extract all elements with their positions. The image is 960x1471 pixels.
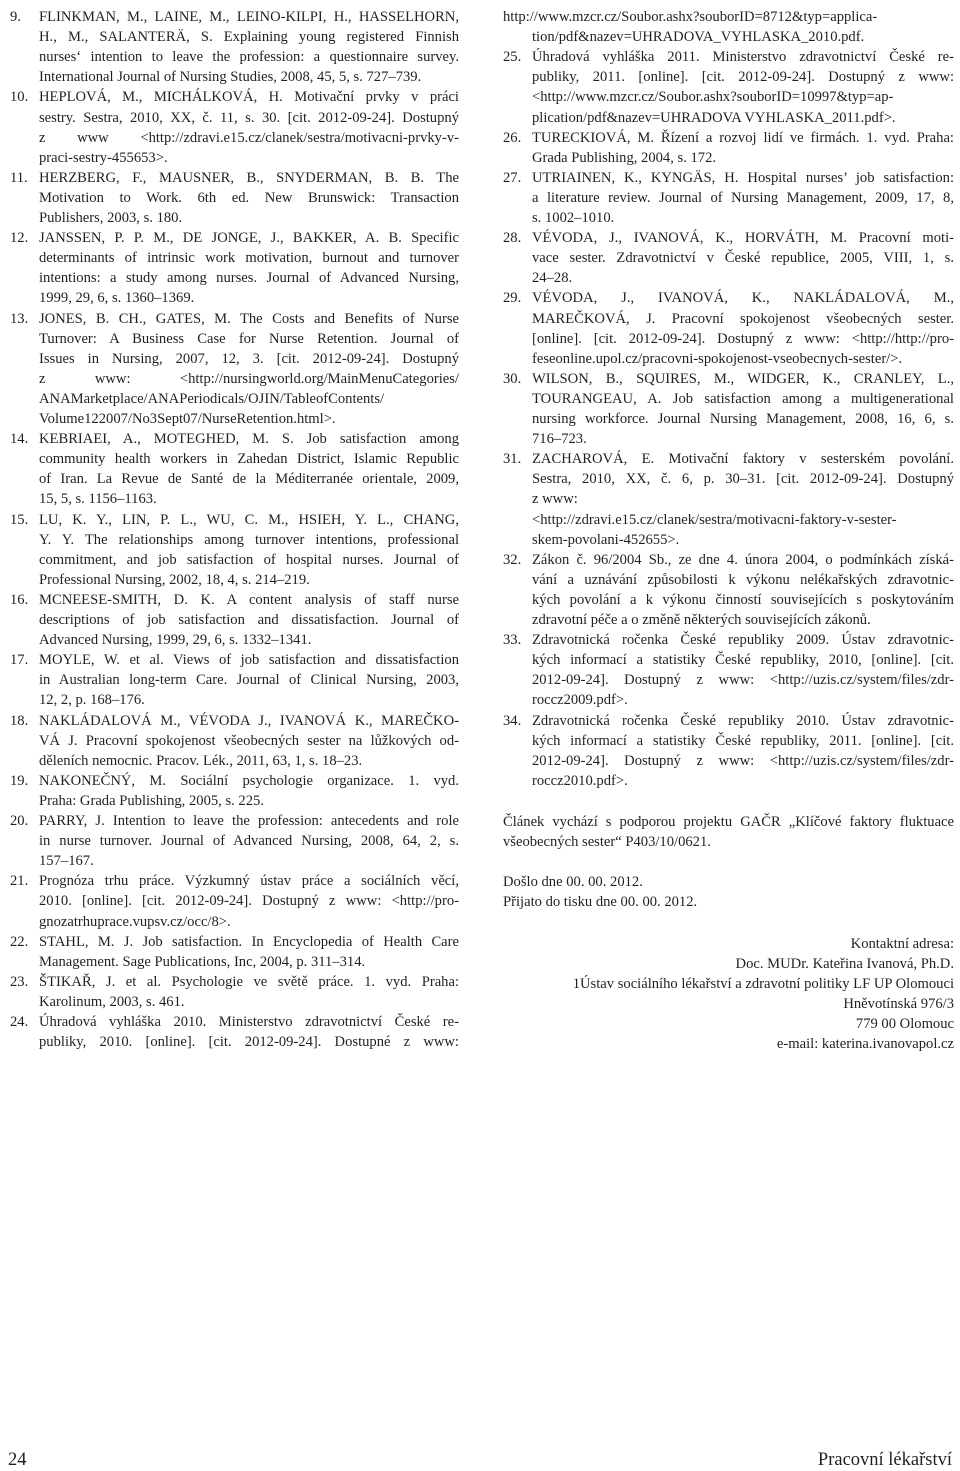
reference-line [503,168,954,188]
reference-text: ŠTIKAŘ, J. et al. Psychologie ve světě práce. 1. vyd. Praha: [39,973,459,990]
reference-line [10,389,459,409]
reference-text: KEBRIAEI, A., MOTEGHED, M. S. Job satisfaction among [39,431,459,448]
reference-text: Volume122007/No3Sept07/NurseRetention.html>. [39,411,336,427]
contact-text: e-mail: katerina.ivanovapol.cz [776,1036,954,1053]
accepted-date [503,892,954,912]
reference-line [503,108,954,128]
reference-text: gnozatrhuprace.vupsv.cz/occ/8>. [39,913,231,930]
reference-text: UTRIAINEN, K., KYNGÄS, H. Hospital nurses’ job satisfaction: [532,169,954,186]
reference-text: z www: <http://nursingworld.org/MainMenuCategories/ [39,370,459,387]
reference-number: 31. [503,451,522,468]
reference-line [10,449,459,469]
reference-line [10,530,459,550]
reference-text: Zákon č. 96/2004 Sb., ze dne 4. února 2004, o podmínkách získá- [532,551,954,568]
contact-text: 779 00 Olomouc [855,1016,954,1032]
reference-text: commitment, and job satisfaction of hospital nurses. Journal of [39,551,459,568]
reference-text: publiky, 2010. [online]. [cit. 2012-09-24]. Dostupné z www: [39,1034,459,1051]
reference-text: [online]. [cit. 2012-09-24]. Dostupný z www: <http://http://pro- [532,330,954,347]
reference-text: MAREČKOVÁ, J. Pracovní spokojenost všeobecných sester. [532,310,954,327]
reference-line [10,268,459,288]
reference-text: Professional Nursing, 2002, 18, 4, s. 214–219. [39,571,310,588]
reference-line [503,510,954,530]
reference-text: Turnover: A Business Case for Nurse Retention. Journal of [39,330,459,347]
page-footer [8,1449,952,1471]
reference-text: 12, 2, p. 168–176. [39,692,145,709]
reference-text: in nurse turnover. Journal of Advanced Nursing, 2008, 64, 2, s. [39,833,459,850]
reference-line [503,87,954,107]
reference-line [10,912,459,932]
reference-line [10,670,459,690]
reference-line [10,228,459,248]
reference-line [503,7,954,27]
reference-line [503,469,954,489]
reference-line [10,650,459,670]
reference-text: http://www.mzcr.cz/Soubor.ashx?souborID=8712&typ=applica- [503,9,878,25]
reference-text: Publishers, 2003, s. 180. [39,210,183,226]
contact-line [503,1034,954,1054]
reference-text: VÉVODA, J., IVANOVÁ, K., HORVÁTH, M. Pracovní moti- [532,230,954,247]
reference-text: Zdravotnická ročenka České republiky 2010. Ústav zdravotnic- [532,712,954,729]
reference-line [503,389,954,409]
reference-text: Grada Publishing, 2004, s. 172. [532,149,717,166]
reference-number: 17. [10,652,29,669]
reference-line [503,369,954,389]
reference-text: TOURANGEAU, A. Job satisfaction among a multigenerational [532,390,954,407]
reference-text: H., M., SALANTERÄ, S. Explaining young registered Finnish [39,29,459,46]
reference-text: kých informací a statistiky České republiky, 2010, [online]. [cit. [532,652,954,669]
contact-line [503,1014,954,1034]
reference-line [10,188,459,208]
reference-line [10,7,459,27]
reference-text: praci-sestry-455653>. [39,149,168,166]
reference-number: 11. [10,169,28,186]
contact-text: Hněvotínská 976/3 [843,995,954,1012]
reference-number: 10. [10,89,29,106]
reference-text: 1999, 29, 6, s. 1360–1369. [39,290,195,307]
reference-line [503,489,954,509]
contact-line [503,974,954,994]
reference-line [10,148,459,168]
reference-text: Úhradová vyhláška 2010. Ministerstvo zdravotnictví České re- [39,1014,459,1030]
reference-line [503,570,954,590]
reference-text: JANSSEN, P. P. M., DE JONGE, J., BAKKER, A. B. Specific [39,230,459,247]
reference-line [503,449,954,469]
reference-line [10,932,459,952]
reference-line [10,731,459,751]
reference-text: of Iran. La Revue de Santé de la Méditerranée orientale, 2009, [39,471,459,488]
reference-number: 12. [10,230,29,247]
reference-line [503,429,954,449]
reference-text: NAKLÁDALOVÁ M., VÉVODA J., IVANOVÁ K., MAREČKO- [39,712,459,729]
reference-line [10,972,459,992]
reference-text: HERZBERG, F., MAUSNER, B., SNYDERMAN, B. B. The [39,169,459,186]
reference-line [10,128,459,148]
reference-line [10,309,459,329]
reference-text: nurses‘ intention to leave the profession: a questionnaire survey. [39,49,459,66]
reference-line [503,670,954,690]
reference-text: ANAMarketplace/ANAPeriodicals/OJIN/TableofContents/ [39,390,385,407]
reference-line [503,349,954,369]
reference-text: ZACHAROVÁ, E. Motivační faktory v sesterském povolání. [532,451,954,468]
reference-line [503,550,954,570]
reference-text: publiky, 2011. [online]. [cit. 2012-09-24]. Dostupný z www: [532,69,954,86]
reference-line [503,630,954,650]
reference-text: <http://zdravi.e15.cz/clanek/sestra/motivacni-faktory-v-sester- [532,511,897,528]
contact-line [503,994,954,1014]
reference-line [10,208,459,228]
reference-line [10,590,459,610]
reference-text: in Australian long-term Care. Journal of Clinical Nursing, 2003, [39,672,459,689]
reference-text: community health workers in Zahedan District, Islamic Republic [39,451,459,468]
reference-number: 28. [503,230,522,247]
reference-number: 27. [503,169,522,186]
reference-number: 32. [503,551,522,568]
reference-line [10,108,459,128]
reference-number: 34. [503,712,522,729]
reference-line [503,711,954,731]
acknowledgement-text: všeobecných sester“ P403/10/0621. [503,834,711,851]
reference-text: Management. Sage Publications, Inc, 2004, p. 311–314. [39,953,366,970]
reference-line [10,510,459,530]
reference-line [10,168,459,188]
reference-line [503,128,954,148]
reference-line [10,630,459,650]
reference-number: 16. [10,591,29,608]
reference-text: VÁ J. Pracovní spokojenost všeobecných sester na lůžkových od- [39,732,459,749]
reference-line [503,650,954,670]
reference-text: tion/pdf&nazev=UHRADOVA_VYHLASKA_2010.pdf. [532,29,865,46]
reference-text: HEPLOVÁ, M., MICHÁLKOVÁ, H. Motivační prvky v práci [39,89,459,106]
reference-number: 14. [10,431,29,448]
reference-line [503,148,954,168]
reference-text: nursing workforce. Journal Nursing Management, 2008, 16, 6, s. [532,411,954,427]
reference-text: roccz2009.pdf>. [532,692,628,709]
reference-number: 26. [503,129,522,146]
reference-text: zdravotní péče a o změně některých souvisejících zákonů. [532,612,871,628]
reference-text: 15, 5, s. 1156–1163. [39,491,157,508]
reference-line [503,690,954,710]
reference-text: kých povolání a k výkonu činností souvisejících s poskytováním [532,591,954,608]
acknowledgement-text: Článek vychází s podporou projektu GAČR „Klíčové faktory fluktuace [503,814,954,830]
reference-text: Prognóza trhu práce. Výzkumný ústav práce a sociálních věcí, [39,873,459,890]
reference-number: 22. [10,933,29,950]
reference-text: 2012-09-24]. Dostupný z www: <http://uzis.cz/system/files/zdr- [532,672,954,689]
reference-line [503,288,954,308]
reference-line [10,369,459,389]
page-number: 24 [8,1450,27,1470]
reference-line [503,610,954,630]
reference-line [503,228,954,248]
reference-line [10,811,459,831]
reference-line [503,731,954,751]
reference-line [10,1012,459,1032]
reference-line [10,952,459,972]
reference-line [10,248,459,268]
reference-text: PARRY, J. Intention to leave the profession: antecedents and role [39,813,459,829]
reference-line [10,871,459,891]
reference-number: 20. [10,813,29,829]
reference-line [10,831,459,851]
reference-line [10,469,459,489]
reference-line [503,409,954,429]
reference-text: feseonline.upol.cz/pracovni-spokojenost-vseobecnych-sester/>. [532,350,903,367]
reference-line [10,67,459,87]
reference-text: 24–28. [532,270,573,287]
reference-line [10,409,459,429]
reference-line [503,248,954,268]
reference-line [503,27,954,47]
reference-text: 716–723. [532,431,587,448]
reference-line [10,610,459,630]
reference-text: plication/pdf&nazev=UHRADOVA VYHLASKA_2011.pdf>. [532,109,896,126]
reference-text: determinants of intrinsic work motivation, burnout and turnover [39,250,459,267]
reference-text: s. 1002–1010. [532,210,615,226]
reference-line [503,530,954,550]
reference-line [503,329,954,349]
reference-number: 15. [10,511,29,528]
received-date-text: Došlo dne 00. 00. 2012. [503,874,643,891]
reference-text: Y. Y. The relationships among turnover intentions, professional [39,531,459,548]
reference-line [10,1032,459,1052]
reference-line [503,309,954,329]
reference-text: z www <http://zdravi.e15.cz/clanek/sestra/motivacni-prvky-v- [39,129,459,146]
reference-line [10,27,459,47]
reference-line [503,771,954,791]
accepted-date-text: Přijato do tisku dne 00. 00. 2012. [503,894,698,911]
reference-text: a literature review. Journal of Nursing Management, 2009, 17, 8, [532,189,954,206]
reference-text: skem-povolani-452655>. [532,531,680,548]
reference-line [503,47,954,67]
reference-line [10,690,459,710]
reference-text: 157–167. [39,853,94,870]
reference-line [10,550,459,570]
contact-line [503,934,954,954]
reference-text: <http://www.mzcr.cz/Soubor.ashx?souborID=10997&typ=ap- [532,89,894,106]
reference-text: Úhradová vyhláška 2011. Ministerstvo zdravotnictví České re- [532,49,954,66]
reference-text: STAHL, M. J. Job satisfaction. In Encyclopedia of Health Care [39,933,459,950]
reference-text: LU, K. Y., LIN, P. L., WU, C. M., HSIEH, Y. L., CHANG, [39,511,459,528]
reference-number: 23. [10,973,29,990]
reference-line [503,590,954,610]
reference-line [10,891,459,911]
reference-number: 18. [10,712,29,729]
reference-text: International Journal of Nursing Studies, 2008, 45, 5, s. 727–739. [39,69,422,86]
reference-text: 2012-09-24]. Dostupný z www: <http://uzis.cz/system/files/zdr- [532,752,954,769]
reference-line [503,751,954,771]
reference-text: Sestra, 2010, XX, č. 6, p. 30–31. [cit. 2012-09-24]. Dostupný [532,471,954,488]
reference-line [503,208,954,228]
reference-text: kých informací a statistiky České republiky, 2011. [online]. [cit. [532,732,954,749]
reference-line [10,87,459,107]
reference-number: 30. [503,370,522,387]
reference-number: 24. [10,1014,29,1030]
contact-line [503,954,954,974]
reference-text: sestry. Sestra, 2010, XX, č. 11, s. 30. [cit. 2012-09-24]. Dostupný [39,109,459,126]
reference-line [10,489,459,509]
reference-line [503,268,954,288]
reference-text: MCNEESE-SMITH, D. K. A content analysis of staff nurse [39,591,459,608]
acknowledgement-line [503,812,954,832]
reference-text: vace sester. Zdravotnictví v České republice, 2005, VIII, 1, s. [532,250,954,267]
reference-line [10,47,459,67]
reference-text: JONES, B. CH., GATES, M. The Costs and Benefits of Nurse [39,310,459,327]
reference-number: 9. [10,9,21,25]
reference-text: VÉVODA, J., IVANOVÁ, K., NAKLÁDALOVÁ, M., [532,290,954,307]
reference-text: z www: [532,491,578,508]
reference-text: 2010. [online]. [cit. 2012-09-24]. Dostupný z www: <http://pro- [39,893,459,910]
received-date [503,872,954,892]
reference-text: intentions: a study among nurses. Journal of Advanced Nursing, [39,270,459,287]
reference-line [503,67,954,87]
reference-text: Praha: Grada Publishing, 2005, s. 225. [39,792,264,809]
reference-number: 33. [503,632,522,649]
journal-name: Pracovní lékařství [817,1450,952,1470]
reference-text: descriptions of job satisfaction and dissatisfaction. Journal of [39,612,459,628]
reference-text: WILSON, B., SQUIRES, M., WIDGER, K., CRANLEY, L., [532,370,954,387]
reference-line [10,711,459,731]
reference-text: MOYLE, W. et al. Views of job satisfaction and dissatisfaction [39,652,459,669]
reference-line [10,329,459,349]
reference-number: 29. [503,290,522,307]
reference-text: Karolinum, 2003, s. 461. [39,993,185,1010]
reference-text: NAKONEČNÝ, M. Sociální psychologie organizace. 1. vyd. [39,772,459,789]
reference-line [10,570,459,590]
reference-text: Zdravotnická ročenka České republiky 2009. Ústav zdravotnic- [532,632,954,649]
reference-line [10,992,459,1012]
contact-text: Kontaktní adresa: [850,935,954,952]
reference-text: Motivation to Work. 6th ed. New Brunswick: Transaction [39,189,459,206]
reference-text: děleních nemocnic. Pracov. Lék., 2011, 63, 1, s. 18–23. [39,752,363,769]
reference-number: 19. [10,772,29,789]
reference-text: TURECKIOVÁ, M. Řízení a rozvoj lidí ve firmách. 1. vyd. Praha: [532,129,954,146]
reference-number: 13. [10,310,29,327]
reference-text: FLINKMAN, M., LAINE, M., LEINO-KILPI, H., HASSELHORN, [39,9,459,25]
reference-number: 25. [503,49,522,66]
reference-text: roccz2010.pdf>. [532,772,628,789]
reference-line [10,751,459,771]
reference-line [503,188,954,208]
reference-line [10,851,459,871]
reference-text: vání a uznávání způsobilosti k výkonu nelékařských zdravotnic- [532,571,954,588]
reference-line [10,349,459,369]
reference-text: Issues in Nursing, 2007, 12, 3. [cit. 2012-09-24]. Dostupný [39,350,459,367]
reference-number: 21. [10,873,29,890]
contact-text: 1Ústav sociálního lékařství a zdravotní politiky LF UP Olomouci [572,975,954,992]
reference-line [10,791,459,811]
reference-line [10,288,459,308]
reference-line [10,429,459,449]
reference-text: Advanced Nursing, 1999, 29, 6, s. 1332–1341. [39,632,312,649]
reference-line [10,771,459,791]
acknowledgement-line [503,832,954,852]
contact-text: Doc. MUDr. Kateřina Ivanová, Ph.D. [735,955,954,972]
